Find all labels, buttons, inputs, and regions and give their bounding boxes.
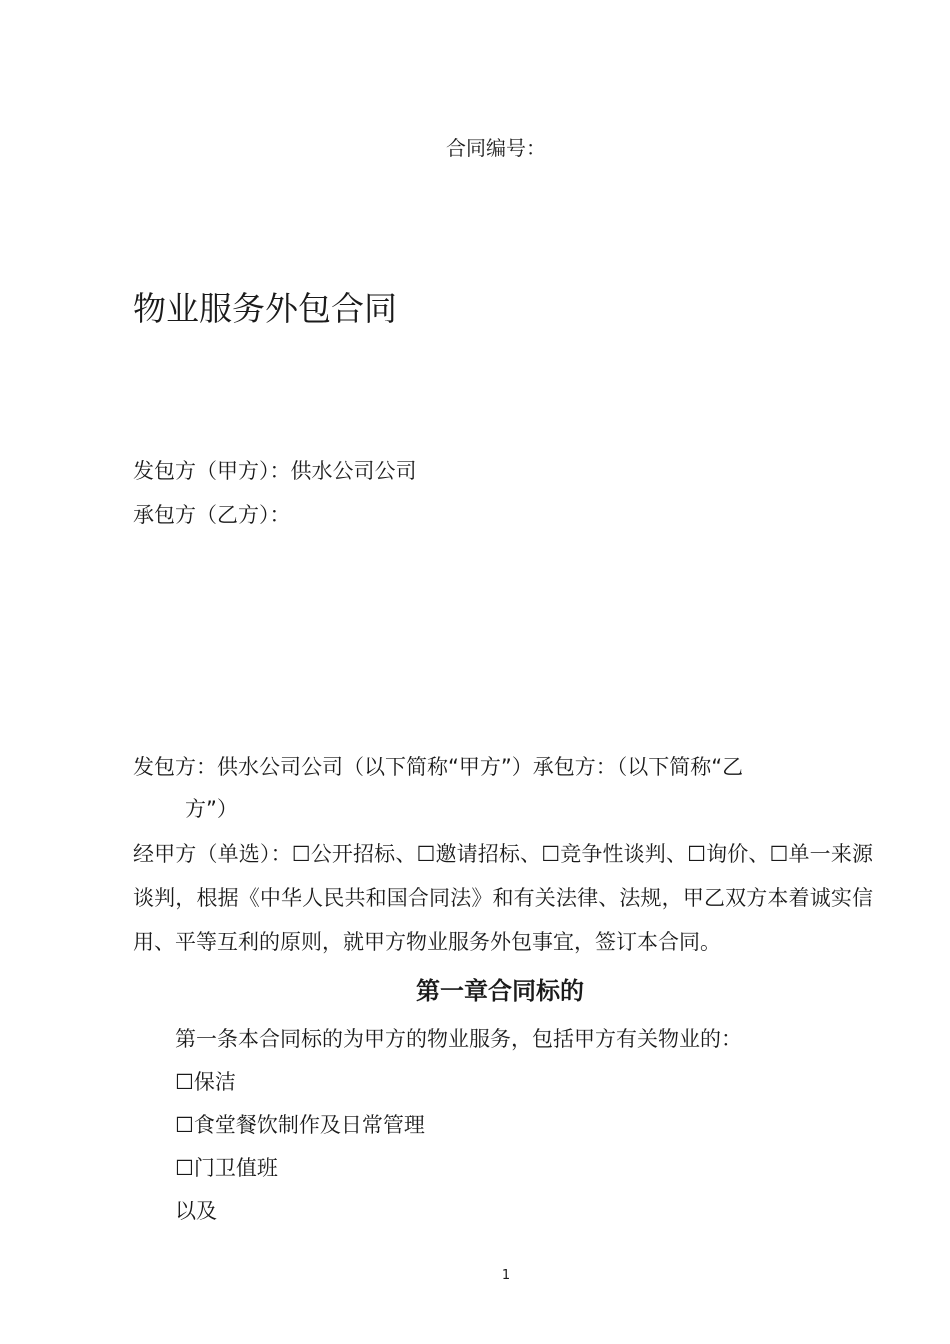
article-1: 第一条本合同标的为甲方的物业服务，包括甲方有关物业的： — [175, 1027, 742, 1051]
intro-parties-line: 发包方：供水公司公司（以下简称“甲方”）承包方：（以下简称“乙 — [133, 755, 744, 779]
contractor-party: 承包方（乙方）： — [133, 503, 291, 527]
service-item-canteen: ☐食堂餐饮制作及日常管理 — [175, 1113, 425, 1137]
trailing-text: 以及 — [175, 1199, 217, 1223]
document-title: 物业服务外包合同 — [133, 289, 397, 328]
contract-number-label: 合同编号： — [446, 136, 546, 160]
service-item-cleaning: ☐保洁 — [175, 1070, 236, 1094]
chapter-heading — [0, 971, 950, 1006]
page-number: 1 — [501, 1268, 511, 1283]
service-item-guard: ☐门卫值班 — [175, 1156, 278, 1180]
procurement-paragraph: 经甲方（单选）：☐公开招标、☐邀请招标、☐竞争性谈判、☐询价、☐单一来源谈判，根据《中华人民共和国合同法》和有关法律、法规，甲乙双方本着诚实信用、平等互利的原则，就甲方物业服务外包事宜，签订本合同。 — [133, 842, 873, 954]
chapter-1-title: 第一章合同标的 — [416, 977, 584, 1005]
employer-party: 发包方（甲方）：供水公司公司 — [133, 459, 417, 483]
intro-parties-line-continued: 方”） — [185, 797, 238, 821]
